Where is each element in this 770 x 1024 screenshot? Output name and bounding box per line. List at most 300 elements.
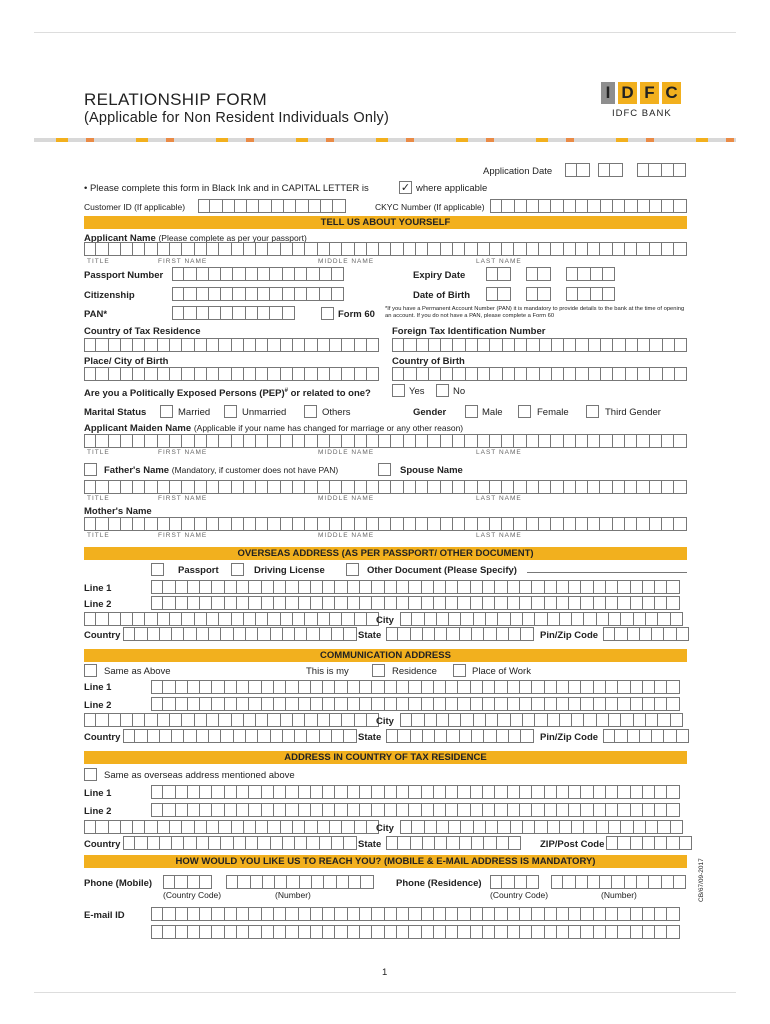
char-box[interactable] (274, 907, 286, 921)
char-box[interactable] (572, 820, 584, 834)
char-box[interactable] (565, 163, 577, 177)
char-box[interactable] (437, 713, 449, 727)
char-box[interactable] (495, 680, 507, 694)
char-box[interactable] (495, 925, 507, 939)
char-box[interactable] (195, 242, 207, 256)
char-box[interactable] (509, 836, 521, 850)
expiry-day-boxes[interactable] (486, 267, 511, 281)
char-box[interactable] (658, 612, 670, 626)
char-box[interactable] (649, 163, 661, 177)
char-box[interactable] (163, 580, 175, 594)
char-box[interactable] (474, 713, 486, 727)
char-box[interactable] (603, 267, 615, 281)
char-box[interactable] (133, 242, 145, 256)
char-box[interactable] (348, 697, 360, 711)
char-box[interactable] (221, 729, 233, 743)
char-box[interactable] (342, 820, 354, 834)
char-box[interactable] (262, 580, 274, 594)
char-box[interactable] (428, 434, 440, 448)
char-box[interactable] (271, 836, 283, 850)
char-box[interactable] (572, 612, 584, 626)
char-box[interactable] (299, 785, 311, 799)
char-box[interactable] (163, 680, 175, 694)
char-box[interactable] (637, 517, 649, 531)
char-box[interactable] (293, 434, 305, 448)
char-box[interactable] (564, 242, 576, 256)
char-box[interactable] (209, 627, 221, 641)
char-box[interactable] (148, 836, 160, 850)
char-box[interactable] (342, 517, 354, 531)
char-box[interactable] (655, 836, 667, 850)
char-box[interactable] (372, 596, 384, 610)
char-box[interactable] (121, 367, 133, 381)
char-box[interactable] (664, 729, 676, 743)
char-box[interactable] (458, 907, 470, 921)
char-box[interactable] (667, 580, 679, 594)
char-box[interactable] (379, 434, 391, 448)
char-box[interactable] (360, 907, 372, 921)
char-box[interactable] (428, 242, 440, 256)
char-box[interactable] (404, 517, 416, 531)
char-box[interactable] (195, 713, 207, 727)
char-box[interactable] (498, 820, 510, 834)
char-box[interactable] (650, 338, 662, 352)
char-box[interactable] (244, 517, 256, 531)
char-box[interactable] (600, 875, 612, 889)
char-box[interactable] (318, 480, 330, 494)
char-box[interactable] (219, 713, 231, 727)
char-box[interactable] (391, 434, 403, 448)
char-box[interactable] (332, 627, 344, 641)
char-box[interactable] (274, 697, 286, 711)
char-box[interactable] (400, 713, 412, 727)
char-box[interactable] (109, 820, 121, 834)
char-box[interactable] (398, 627, 410, 641)
char-box[interactable] (163, 875, 175, 889)
char-box[interactable] (307, 627, 319, 641)
char-box[interactable] (478, 434, 490, 448)
char-box[interactable] (603, 287, 615, 301)
char-box[interactable] (490, 480, 502, 494)
char-box[interactable] (471, 803, 483, 817)
char-box[interactable] (564, 480, 576, 494)
char-box[interactable] (412, 713, 424, 727)
char-box[interactable] (372, 925, 384, 939)
char-box[interactable] (307, 729, 319, 743)
char-box[interactable] (606, 580, 618, 594)
char-box[interactable] (335, 596, 347, 610)
char-box[interactable] (158, 820, 170, 834)
char-box[interactable] (597, 820, 609, 834)
char-box[interactable] (578, 267, 590, 281)
char-box[interactable] (84, 713, 96, 727)
char-box[interactable] (330, 612, 342, 626)
char-box[interactable] (219, 338, 231, 352)
char-box[interactable] (237, 803, 249, 817)
ov-state-boxes[interactable] (386, 627, 534, 641)
date-year-boxes[interactable] (637, 163, 686, 177)
char-box[interactable] (618, 580, 630, 594)
char-box[interactable] (674, 434, 686, 448)
char-box[interactable] (225, 580, 237, 594)
father-checkbox[interactable] (84, 463, 97, 476)
char-box[interactable] (200, 697, 212, 711)
char-box[interactable] (490, 367, 502, 381)
char-box[interactable] (318, 367, 330, 381)
char-box[interactable] (495, 785, 507, 799)
res-number-boxes[interactable] (551, 875, 686, 889)
char-box[interactable] (527, 199, 539, 213)
char-box[interactable] (569, 785, 581, 799)
char-box[interactable] (441, 434, 453, 448)
char-box[interactable] (564, 517, 576, 531)
char-box[interactable] (330, 434, 342, 448)
char-box[interactable] (520, 925, 532, 939)
char-box[interactable] (503, 338, 515, 352)
char-box[interactable] (281, 612, 293, 626)
char-box[interactable] (581, 596, 593, 610)
char-box[interactable] (386, 627, 398, 641)
char-box[interactable] (446, 785, 458, 799)
char-box[interactable] (170, 820, 182, 834)
char-box[interactable] (148, 729, 160, 743)
char-box[interactable] (209, 836, 221, 850)
char-box[interactable] (416, 517, 428, 531)
char-box[interactable] (447, 627, 459, 641)
char-box[interactable] (422, 697, 434, 711)
char-box[interactable] (163, 785, 175, 799)
char-box[interactable] (576, 199, 588, 213)
char-box[interactable] (606, 680, 618, 694)
char-box[interactable] (385, 697, 397, 711)
char-box[interactable] (182, 517, 194, 531)
char-box[interactable] (151, 697, 163, 711)
char-box[interactable] (434, 803, 446, 817)
char-box[interactable] (176, 925, 188, 939)
char-box[interactable] (344, 836, 356, 850)
char-box[interactable] (674, 480, 686, 494)
char-box[interactable] (158, 367, 170, 381)
char-box[interactable] (490, 338, 502, 352)
char-box[interactable] (638, 199, 650, 213)
char-box[interactable] (564, 338, 576, 352)
char-box[interactable] (520, 907, 532, 921)
char-box[interactable] (182, 367, 194, 381)
char-box[interactable] (251, 875, 263, 889)
char-box[interactable] (606, 836, 618, 850)
char-box[interactable] (299, 596, 311, 610)
char-box[interactable] (613, 434, 625, 448)
char-box[interactable] (244, 242, 256, 256)
char-box[interactable] (268, 517, 280, 531)
char-box[interactable] (307, 287, 319, 301)
char-box[interactable] (184, 306, 196, 320)
char-box[interactable] (643, 680, 655, 694)
char-box[interactable] (259, 199, 271, 213)
char-box[interactable] (625, 875, 637, 889)
char-box[interactable] (283, 729, 295, 743)
char-box[interactable] (209, 306, 221, 320)
tx-country-boxes[interactable] (123, 836, 357, 850)
char-box[interactable] (643, 580, 655, 594)
char-box[interactable] (385, 803, 397, 817)
char-box[interactable] (511, 713, 523, 727)
char-box[interactable] (385, 580, 397, 594)
char-box[interactable] (441, 480, 453, 494)
char-box[interactable] (588, 199, 600, 213)
female-checkbox[interactable] (518, 405, 531, 418)
char-box[interactable] (372, 785, 384, 799)
char-box[interactable] (545, 803, 557, 817)
char-box[interactable] (182, 713, 194, 727)
char-box[interactable] (212, 803, 224, 817)
char-box[interactable] (461, 713, 473, 727)
char-box[interactable] (234, 627, 246, 641)
char-box[interactable] (323, 680, 335, 694)
char-box[interactable] (474, 612, 486, 626)
char-box[interactable] (318, 338, 330, 352)
char-box[interactable] (569, 697, 581, 711)
char-box[interactable] (441, 517, 453, 531)
residence-checkbox[interactable] (372, 664, 385, 677)
char-box[interactable] (109, 713, 121, 727)
char-box[interactable] (594, 580, 606, 594)
char-box[interactable] (655, 680, 667, 694)
char-box[interactable] (643, 785, 655, 799)
char-box[interactable] (299, 907, 311, 921)
char-box[interactable] (133, 338, 145, 352)
char-box[interactable] (618, 697, 630, 711)
char-box[interactable] (225, 596, 237, 610)
char-box[interactable] (581, 803, 593, 817)
char-box[interactable] (391, 517, 403, 531)
char-box[interactable] (626, 338, 638, 352)
char-box[interactable] (458, 580, 470, 594)
char-box[interactable] (237, 680, 249, 694)
char-box[interactable] (195, 820, 207, 834)
char-box[interactable] (411, 836, 423, 850)
char-box[interactable] (655, 697, 667, 711)
char-box[interactable] (404, 242, 416, 256)
char-box[interactable] (497, 729, 509, 743)
char-box[interactable] (490, 242, 502, 256)
char-box[interactable] (379, 517, 391, 531)
char-box[interactable] (613, 367, 625, 381)
char-box[interactable] (176, 697, 188, 711)
char-box[interactable] (662, 480, 674, 494)
char-box[interactable] (182, 612, 194, 626)
char-box[interactable] (446, 596, 458, 610)
char-box[interactable] (307, 836, 319, 850)
mother-name-boxes[interactable] (84, 517, 687, 531)
char-box[interactable] (613, 242, 625, 256)
char-box[interactable] (397, 680, 409, 694)
char-box[interactable] (184, 836, 196, 850)
char-box[interactable] (662, 242, 674, 256)
char-box[interactable] (594, 680, 606, 694)
char-box[interactable] (675, 367, 687, 381)
char-box[interactable] (219, 480, 231, 494)
char-box[interactable] (96, 713, 108, 727)
char-box[interactable] (548, 612, 560, 626)
char-box[interactable] (145, 517, 157, 531)
char-box[interactable] (200, 580, 212, 594)
char-box[interactable] (123, 836, 135, 850)
expiry-month-boxes[interactable] (526, 267, 551, 281)
char-box[interactable] (121, 517, 133, 531)
char-box[interactable] (182, 820, 194, 834)
char-box[interactable] (349, 875, 361, 889)
same-above-checkbox[interactable] (84, 664, 97, 677)
char-box[interactable] (538, 267, 550, 281)
char-box[interactable] (667, 925, 679, 939)
char-box[interactable] (96, 338, 108, 352)
char-box[interactable] (465, 517, 477, 531)
char-box[interactable] (295, 267, 307, 281)
char-box[interactable] (249, 697, 261, 711)
citizenship-boxes[interactable] (172, 287, 344, 301)
char-box[interactable] (637, 434, 649, 448)
char-box[interactable] (121, 242, 133, 256)
char-box[interactable] (634, 820, 646, 834)
char-box[interactable] (133, 367, 145, 381)
char-box[interactable] (626, 367, 638, 381)
char-box[interactable] (498, 287, 510, 301)
char-box[interactable] (597, 612, 609, 626)
char-box[interactable] (385, 907, 397, 921)
char-box[interactable] (527, 367, 539, 381)
char-box[interactable] (305, 480, 317, 494)
char-box[interactable] (526, 267, 538, 281)
char-box[interactable] (158, 242, 170, 256)
char-box[interactable] (311, 580, 323, 594)
char-box[interactable] (256, 517, 268, 531)
char-box[interactable] (650, 242, 662, 256)
char-box[interactable] (447, 836, 459, 850)
char-box[interactable] (188, 697, 200, 711)
char-box[interactable] (631, 785, 643, 799)
char-box[interactable] (515, 875, 527, 889)
char-box[interactable] (548, 820, 560, 834)
char-box[interactable] (335, 680, 347, 694)
char-box[interactable] (221, 836, 233, 850)
char-box[interactable] (145, 820, 157, 834)
char-box[interactable] (569, 680, 581, 694)
char-box[interactable] (360, 925, 372, 939)
char-box[interactable] (176, 596, 188, 610)
char-box[interactable] (330, 517, 342, 531)
char-box[interactable] (184, 627, 196, 641)
char-box[interactable] (515, 338, 527, 352)
char-box[interactable] (323, 907, 335, 921)
char-box[interactable] (238, 875, 250, 889)
char-box[interactable] (342, 713, 354, 727)
char-box[interactable] (333, 199, 345, 213)
char-box[interactable] (145, 713, 157, 727)
char-box[interactable] (367, 434, 379, 448)
char-box[interactable] (409, 697, 421, 711)
char-box[interactable] (646, 820, 658, 834)
char-box[interactable] (667, 697, 679, 711)
char-box[interactable] (256, 480, 268, 494)
unmarried-checkbox[interactable] (224, 405, 237, 418)
char-box[interactable] (337, 875, 349, 889)
char-box[interactable] (643, 907, 655, 921)
char-box[interactable] (256, 612, 268, 626)
char-box[interactable] (609, 820, 621, 834)
char-box[interactable] (557, 803, 569, 817)
char-box[interactable] (212, 925, 224, 939)
char-box[interactable] (148, 627, 160, 641)
char-box[interactable] (320, 267, 332, 281)
char-box[interactable] (545, 907, 557, 921)
char-box[interactable] (508, 925, 520, 939)
char-box[interactable] (484, 627, 496, 641)
char-box[interactable] (274, 580, 286, 594)
char-box[interactable] (320, 287, 332, 301)
char-box[interactable] (484, 836, 496, 850)
char-box[interactable] (441, 338, 453, 352)
char-box[interactable] (606, 697, 618, 711)
char-box[interactable] (437, 820, 449, 834)
char-box[interactable] (655, 925, 667, 939)
char-box[interactable] (609, 713, 621, 727)
char-box[interactable] (348, 580, 360, 594)
char-box[interactable] (610, 163, 622, 177)
char-box[interactable] (237, 907, 249, 921)
char-box[interactable] (434, 697, 446, 711)
char-box[interactable] (509, 627, 521, 641)
char-box[interactable] (311, 785, 323, 799)
tx-state-boxes[interactable] (386, 836, 521, 850)
char-box[interactable] (392, 367, 404, 381)
char-box[interactable] (84, 242, 96, 256)
char-box[interactable] (581, 680, 593, 694)
char-box[interactable] (539, 517, 551, 531)
char-box[interactable] (367, 338, 379, 352)
char-box[interactable] (429, 367, 441, 381)
char-box[interactable] (449, 713, 461, 727)
char-box[interactable] (578, 287, 590, 301)
char-box[interactable] (219, 820, 231, 834)
char-box[interactable] (249, 925, 261, 939)
char-box[interactable] (625, 517, 637, 531)
char-box[interactable] (465, 480, 477, 494)
char-box[interactable] (594, 697, 606, 711)
char-box[interactable] (520, 803, 532, 817)
res-country-code-boxes[interactable] (490, 875, 539, 889)
char-box[interactable] (417, 338, 429, 352)
char-box[interactable] (515, 199, 527, 213)
char-box[interactable] (539, 242, 551, 256)
char-box[interactable] (461, 820, 473, 834)
char-box[interactable] (631, 596, 643, 610)
char-box[interactable] (233, 306, 245, 320)
char-box[interactable] (640, 729, 652, 743)
char-box[interactable] (453, 338, 465, 352)
char-box[interactable] (323, 925, 335, 939)
char-box[interactable] (625, 199, 637, 213)
char-box[interactable] (483, 680, 495, 694)
char-box[interactable] (355, 242, 367, 256)
char-box[interactable] (502, 517, 514, 531)
char-box[interactable] (309, 199, 321, 213)
char-box[interactable] (188, 596, 200, 610)
char-box[interactable] (458, 925, 470, 939)
char-box[interactable] (163, 803, 175, 817)
char-box[interactable] (212, 596, 224, 610)
char-box[interactable] (207, 242, 219, 256)
